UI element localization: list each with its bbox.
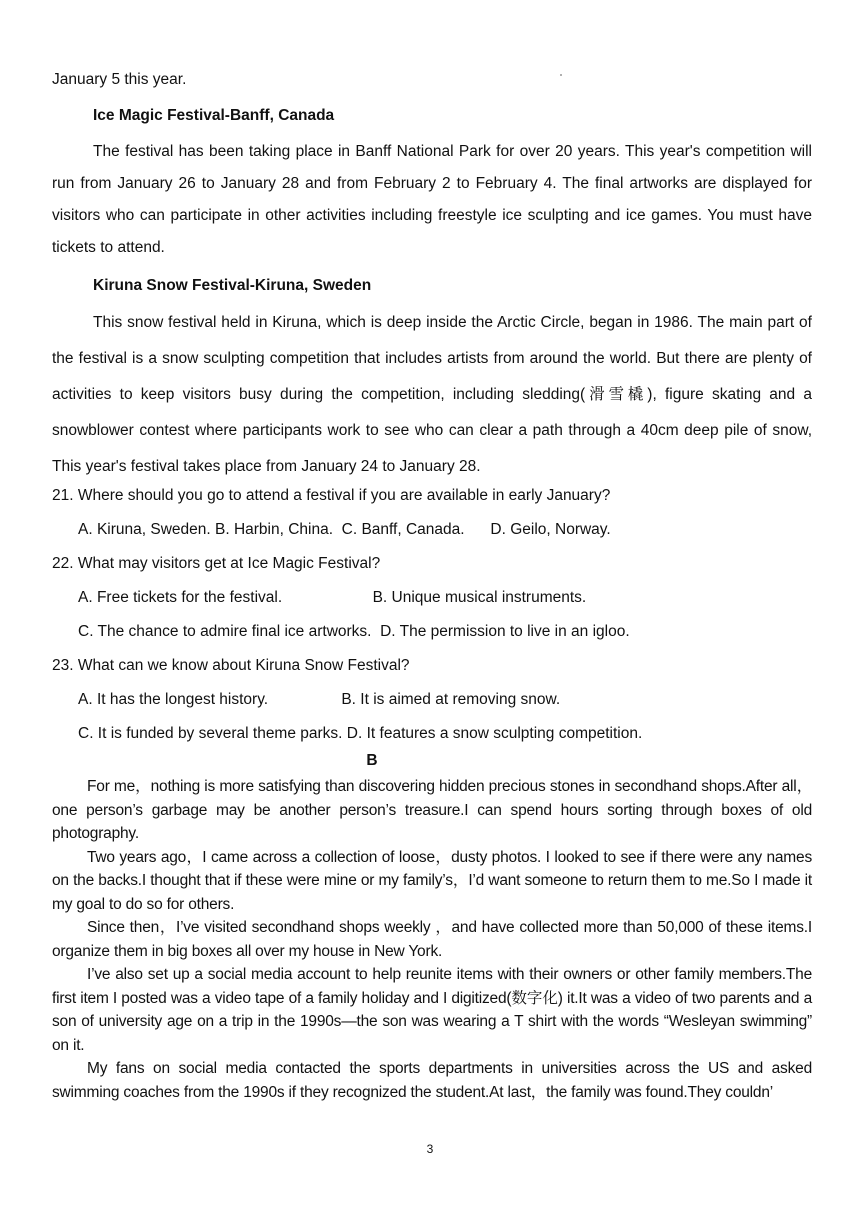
ice-festival-heading: Ice Magic Festival-Banff, Canada xyxy=(93,107,335,124)
scan-speck xyxy=(560,74,562,76)
kiruna-festival-heading: Kiruna Snow Festival-Kiruna, Sweden xyxy=(93,277,372,294)
question-22-options-row-2: C. The chance to admire final ice artworks. D. The permission to live in an igloo. xyxy=(78,623,630,640)
question-23-options-row-2: C. It is funded by several theme parks. D. It features a snow sculpting competition. xyxy=(78,725,643,742)
passage-b-paragraph-5: My fans on social media contacted the sports departments in universities across the US and asked swimming coaches from the 1990s if they recognized the student.At last，the family was found.They couldn’ xyxy=(52,1060,812,1101)
question-21-options: A. Kiruna, Sweden. B. Harbin, China. C. Banff, Canada. D. Geilo, Norway. xyxy=(78,521,611,538)
passage-b xyxy=(52,775,812,1104)
passage-a-continuation: January 5 this year. xyxy=(52,71,187,88)
question-block xyxy=(52,479,812,751)
passage-b-paragraph-4: I’ve also set up a social media account to help reunite items with their owners or other family members.The first item I posted was a video tape of a family holiday and I digitized(数字化) it.It was a video of two parents and a son of university age on a trip in the 1990s—the son was wearing a T shirt with the words “Wesleyan swimming” on it. xyxy=(52,966,812,1054)
section-b-label: B xyxy=(366,752,378,769)
kiruna-festival-paragraph: This snow festival held in Kiruna, which is deep inside the Arctic Circle, began in 1986. The main part of the festival is a snow sculpting competition that includes artists from around the world. But there are plenty of activities to keep visitors busy during the competition, including sledding(滑雪橇), figure skating and a snowblower contest where participants work to see who can clear a path through a 40cm deep pile of snow, This year's festival takes place from January 24 to January 28. xyxy=(52,314,812,475)
question-22-options-row-1: A. Free tickets for the festival. B. Unique musical instruments. xyxy=(78,589,587,606)
question-23-stem: 23. What can we know about Kiruna Snow Festival? xyxy=(52,657,410,674)
question-23-options-row-1: A. It has the longest history. B. It is aimed at removing snow. xyxy=(78,691,561,708)
ice-festival-paragraph: The festival has been taking place in Banff National Park for over 20 years. This year's competition will run from January 26 to January 28 and from February 2 to February 4. The final artworks are displayed for visitors who can participate in other activities including freestyle ice sculpting and ice games. You must have tickets to attend. xyxy=(52,143,812,256)
page-number: 3 xyxy=(426,1142,434,1156)
question-22-stem: 22. What may visitors get at Ice Magic Festival? xyxy=(52,555,381,572)
passage-b-paragraph-1: For me，nothing is more satisfying than discovering hidden precious stones in secondhand shops.After all，one person’s garbage may be another person’s treasure.I can spend hours sorting through boxes of old photography. xyxy=(52,778,812,842)
question-21-stem: 21. Where should you go to attend a festival if you are available in early January? xyxy=(52,487,611,504)
passage-b-paragraph-2: Two years ago，I came across a collection of loose，dusty photos. I looked to see if there were any names on the backs.I thought that if these were mine or my family’s，I’d want someone to return them to me.So I made it my goal to do so for others. xyxy=(52,848,812,913)
passage-b-paragraph-3: Since then，I’ve visited secondhand shops weekly ，and have collected more than 50,000 of these items.I organize them in big boxes all over my house in New York. xyxy=(52,919,812,960)
